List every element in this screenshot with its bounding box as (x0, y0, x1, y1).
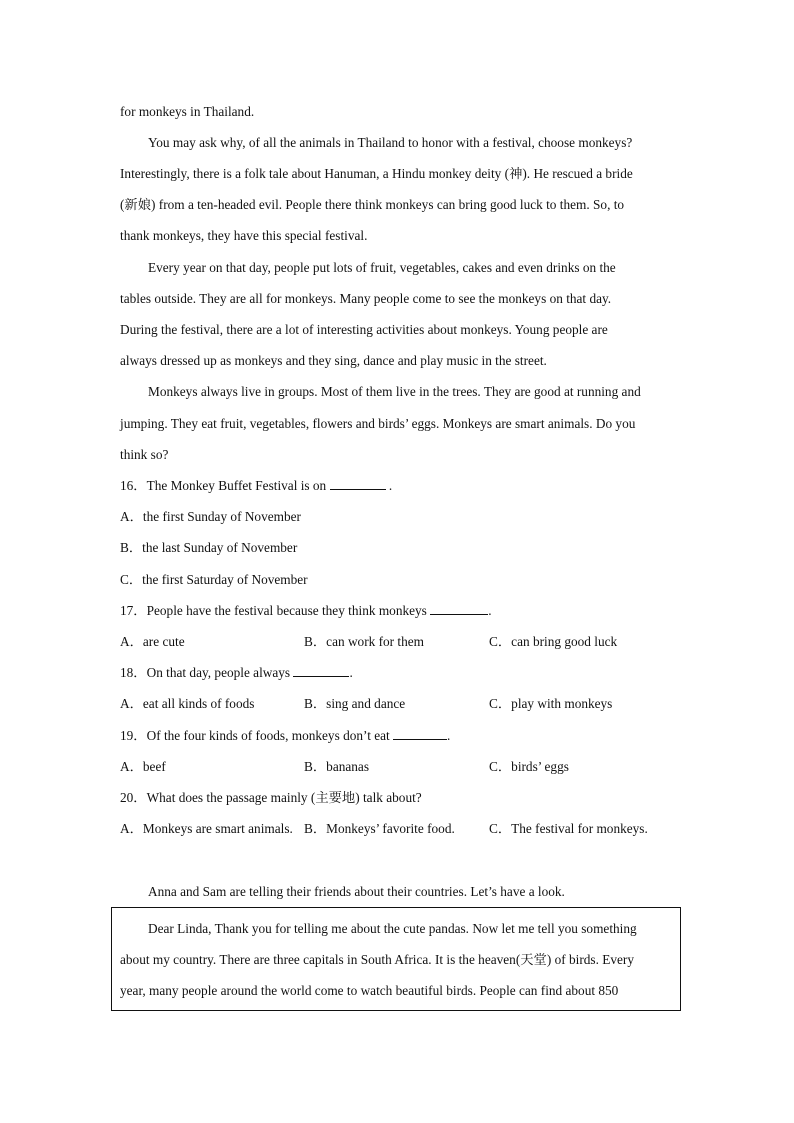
option-a[interactable]: A．eat all kinds of foods (120, 696, 255, 711)
option-b[interactable]: B．Monkeys’ favorite food. (304, 821, 455, 836)
passage-line: (新娘) from a ten-headed evil. People there think monkeys can bring good luck to them. So, to (120, 197, 625, 212)
option-b[interactable]: B．sing and dance (304, 696, 406, 711)
question-number: 18． (120, 665, 147, 680)
passage-line: thank monkeys, they have this special festival. (120, 228, 368, 243)
passage-line: think so? (120, 447, 169, 462)
option-a[interactable]: A．beef (120, 759, 166, 774)
question-tail: . (385, 478, 393, 493)
passage-line: for monkeys in Thailand. (120, 104, 255, 119)
question-tail: . (488, 603, 492, 618)
question-18 (120, 664, 353, 682)
question-stem: The Monkey Buffet Festival is on (146, 478, 327, 493)
passage-line: Interestingly, there is a folk tale about Hanuman, a Hindu monkey deity (神). He rescued a bride (120, 166, 633, 181)
passage-line: Every year on that day, people put lots of fruit, vegetables, cakes and even drinks on the (148, 260, 616, 275)
option-c[interactable]: C．can bring good luck (489, 634, 618, 649)
section-intro: Anna and Sam are telling their friends about their countries. Let’s have a look. (148, 884, 565, 899)
option-a[interactable]: A．are cute (120, 634, 185, 649)
question-number: 20． (120, 790, 147, 805)
question-tail: . (349, 665, 353, 680)
question-16 (120, 477, 392, 495)
answer-blank[interactable] (293, 664, 349, 677)
question-stem: On that day, people always (146, 665, 291, 680)
passage-line: Monkeys always live in groups. Most of them live in the trees. They are good at running and (148, 384, 641, 399)
question-stem: Of the four kinds of foods, monkeys don’t eat (146, 728, 390, 743)
question-number: 17． (120, 603, 147, 618)
question-19 (120, 727, 450, 745)
answer-blank[interactable] (430, 602, 488, 615)
answer-blank[interactable] (393, 727, 447, 740)
question-number: 19． (120, 728, 147, 743)
option-c[interactable]: C．play with monkeys (489, 696, 613, 711)
letter-line: about my country. There are three capitals in South Africa. It is the heaven(天堂) of birds. Every (120, 952, 634, 967)
passage-line: During the festival, there are a lot of interesting activities about monkeys. Young people are (120, 322, 608, 337)
option-b[interactable]: B．the last Sunday of November (120, 540, 298, 555)
option-c[interactable]: C．The festival for monkeys. (489, 821, 648, 836)
option-a[interactable]: A．the first Sunday of November (120, 509, 301, 524)
option-b[interactable]: B．can work for them (304, 634, 425, 649)
question-stem: What does the passage mainly (主要地) talk about? (146, 790, 422, 805)
option-c[interactable]: C．birds’ eggs (489, 759, 569, 774)
passage-line: tables outside. They are all for monkeys. Many people come to see the monkeys on that day. (120, 291, 612, 306)
option-a[interactable]: A．Monkeys are smart animals. (120, 821, 293, 836)
question-tail: . (447, 728, 451, 743)
question-20 (120, 789, 422, 807)
passage-line: jumping. They eat fruit, vegetables, flowers and birds’ eggs. Monkeys are smart animals. Do you (120, 416, 636, 431)
letter-line: year, many people around the world come to watch beautiful birds. People can find about 850 (120, 983, 619, 998)
question-17 (120, 602, 492, 620)
question-stem: People have the festival because they think monkeys (146, 603, 427, 618)
passage-line: always dressed up as monkeys and they sing, dance and play music in the street. (120, 353, 547, 368)
question-number: 16． (120, 478, 147, 493)
option-c[interactable]: C．the first Saturday of November (120, 572, 308, 587)
letter-line: Dear Linda, Thank you for telling me about the cute pandas. Now let me tell you something (148, 921, 637, 936)
passage-line: You may ask why, of all the animals in Thailand to honor with a festival, choose monkeys? (148, 135, 633, 150)
option-b[interactable]: B．bananas (304, 759, 369, 774)
answer-blank[interactable] (330, 477, 386, 490)
